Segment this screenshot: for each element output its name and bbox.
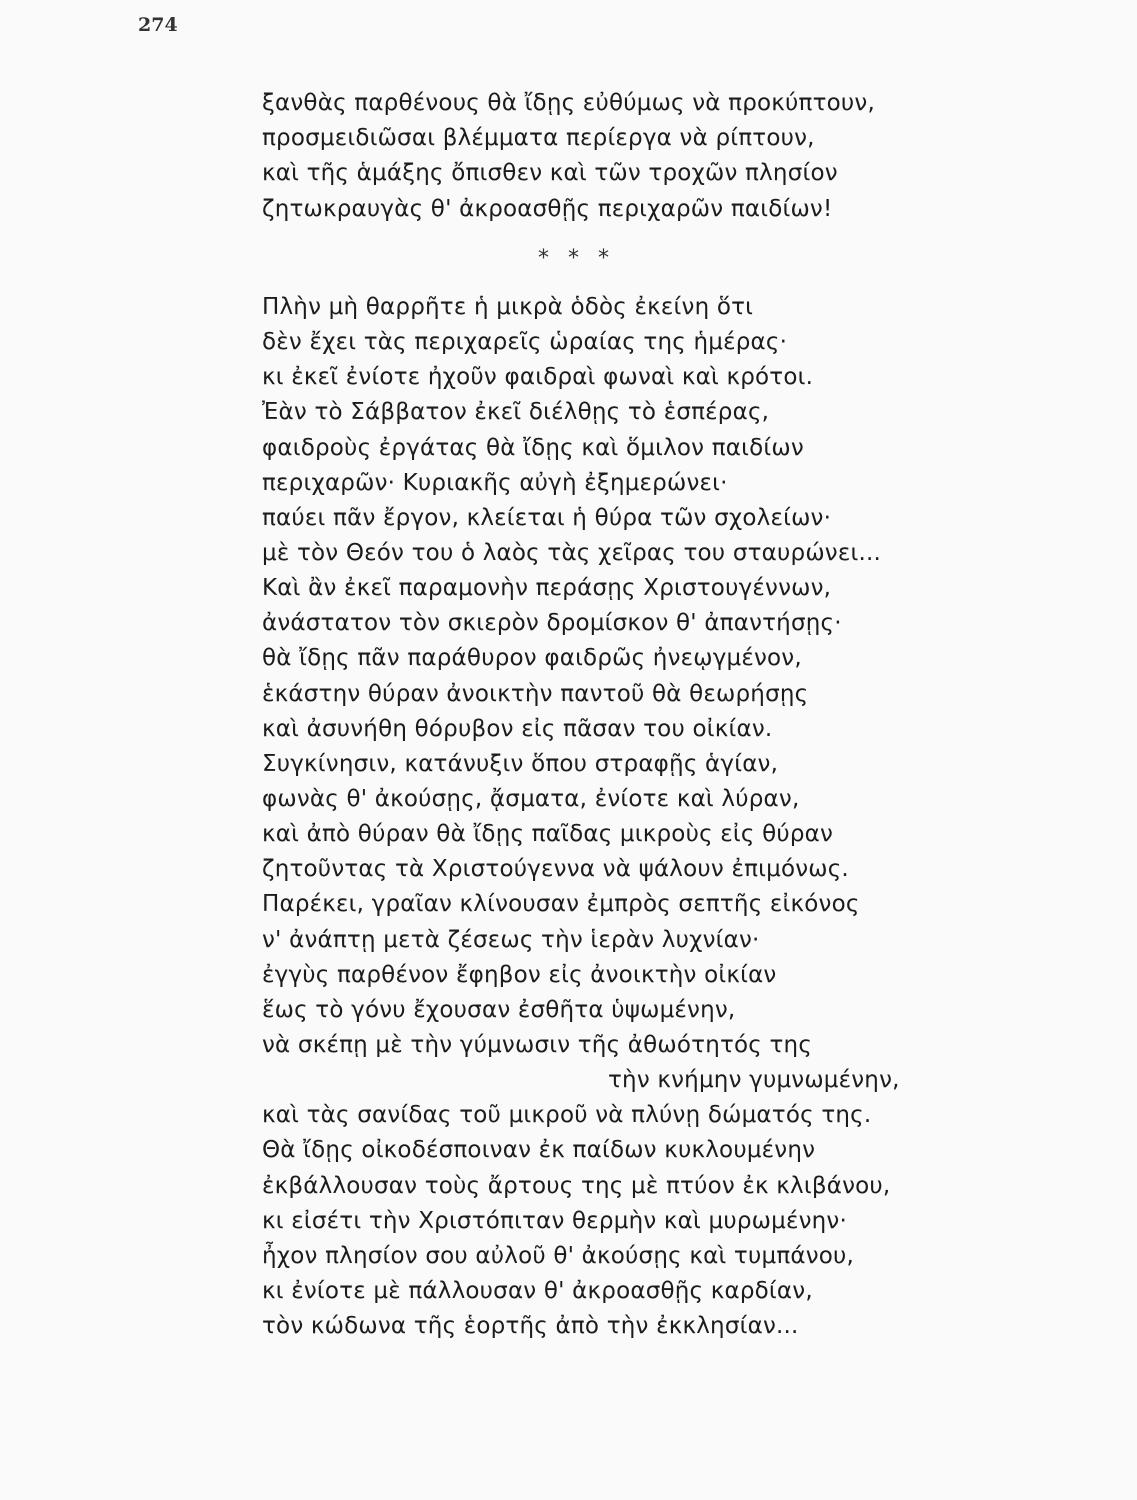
verse-line: καὶ τὰς σανίδας τοῦ μικροῦ νὰ πλύνῃ δώματός της. <box>262 1102 872 1129</box>
verse-line: προσμειδιῶσαι βλέμματα περίεργα νὰ ρίπτουν, <box>262 125 815 152</box>
verse-line: κι ἐνίοτε μὲ πάλλουσαν θ' ἀκροασθῇς καρδίαν, <box>262 1277 813 1304</box>
verse-line: ἦχον πλησίον σου αὐλοῦ θ' ἀκούσῃς καὶ τυμπάνου, <box>262 1242 855 1269</box>
verse-line: κι ἐκεῖ ἐνίοτε ἠχοῦν φαιδραὶ φωναὶ καὶ κρότοι. <box>262 364 814 391</box>
verse-line: Θὰ ἴδῃς οἰκοδέσποιναν ἐκ παίδων κυκλουμένην <box>262 1137 816 1164</box>
verse-line: ξανθὰς παρθένους θὰ ἴδῃς εὐθύμως νὰ προκύπτουν, <box>262 90 875 116</box>
verse-line: καὶ ἀσυνήθη θόρυβον εἰς πᾶσαν του οἰκίαν. <box>262 715 773 742</box>
verse-line: ἀνάστατον τὸν σκιερὸν δρομίσκον θ' ἀπαντήσῃς· <box>262 610 842 637</box>
verse-line: φαιδροὺς ἐργάτας θὰ ἴδῃς καὶ ὅμιλον παιδίων <box>262 434 804 461</box>
stanza-2 <box>262 290 900 1344</box>
verse-line: δὲν ἔχει τὰς περιχαρεῖς ὡραίας της ἡμέρας· <box>262 329 788 356</box>
verse-line: Ἐὰν τὸ Σάββατον ἐκεῖ διέλθῃς τὸ ἑσπέρας, <box>262 399 770 426</box>
verse-line: ν' ἀνάπτῃ μετὰ ζέσεως τὴν ἱερὰν λυχνίαν· <box>262 926 760 953</box>
verse-line: νὰ σκέπῃ μὲ τὴν γύμνωσιν τῆς ἀθωότητός της <box>262 1031 813 1058</box>
verse-line: Καὶ ἂν ἐκεῖ παραμονὴν περάσῃς Χριστουγέννων, <box>262 575 832 602</box>
verse-line: καὶ ἀπὸ θύραν θὰ ἴδῃς παῖδας μικροὺς εἰς θύραν <box>262 821 834 848</box>
verse-line: παύει πᾶν ἔργον, κλείεται ἡ θύρα τῶν σχολείων· <box>262 504 832 531</box>
verse-line: ἐγγὺς παρθένον ἔφηβον εἰς ἀνοικτὴν οἰκίαν <box>262 961 777 988</box>
verse-line: περιχαρῶν· Κυριακῆς αὐγὴ ἐξημερώνει· <box>262 469 728 496</box>
verse-line-indented: τὴν κνήμην γυμνωμένην, <box>608 1067 900 1094</box>
verse-line: ἐκβάλλουσαν τοὺς ἄρτους της μὲ πτύον ἐκ κλιβάνου, <box>262 1172 891 1199</box>
verse-line: Παρέκει, γραῖαν κλίνουσαν ἐμπρὸς σεπτῆς εἰκόνος <box>262 891 860 918</box>
verse-line: Πλὴν μὴ θαρρῆτε ἡ μικρὰ ὁδὸς ἐκείνη ὅτι <box>262 294 754 320</box>
verse-line: τὸν κώδωνα τῆς ἑορτῆς ἀπὸ τὴν ἐκκλησίαν... <box>262 1313 799 1340</box>
verse-line: Συγκίνησιν, κατάνυξιν ὅπου στραφῇς ἁγίαν, <box>262 750 779 777</box>
verse-line: κι εἰσέτι τὴν Χριστόπιταν θερμὴν καὶ μυρωμένην· <box>262 1207 847 1234</box>
verse-line: ἑκάστην θύραν ἀνοικτὴν παντοῦ θὰ θεωρήσῃς <box>262 680 809 707</box>
verse-line: ζητωκραυγὰς θ' ἀκροασθῇς περιχαρῶν παιδίων! <box>262 195 833 222</box>
page-number: 274 <box>138 14 178 36</box>
verse-line: φωνὰς θ' ἀκούσῃς, ᾄσματα, ἐνίοτε καὶ λύραν, <box>262 785 800 812</box>
verse-line: καὶ τῆς ἁμάξης ὄπισθεν καὶ τῶν τροχῶν πλησίον <box>262 160 838 187</box>
verse-line: ἕως τὸ γόνυ ἔχουσαν ἐσθῆτα ὑψωμένην, <box>262 996 736 1023</box>
verse-line: ζητοῦντας τὰ Χριστούγεννα νὰ ψάλουν ἐπιμόνως. <box>262 856 849 883</box>
stanza-1 <box>262 86 875 227</box>
stanza-separator: * * * <box>538 246 615 271</box>
verse-line: θὰ ἴδῃς πᾶν παράθυρον φαιδρῶς ἠνεῳγμένον, <box>262 645 802 672</box>
verse-line: μὲ τὸν Θεόν του ὁ λαὸς τὰς χεῖρας του σταυρώνει... <box>262 539 881 566</box>
